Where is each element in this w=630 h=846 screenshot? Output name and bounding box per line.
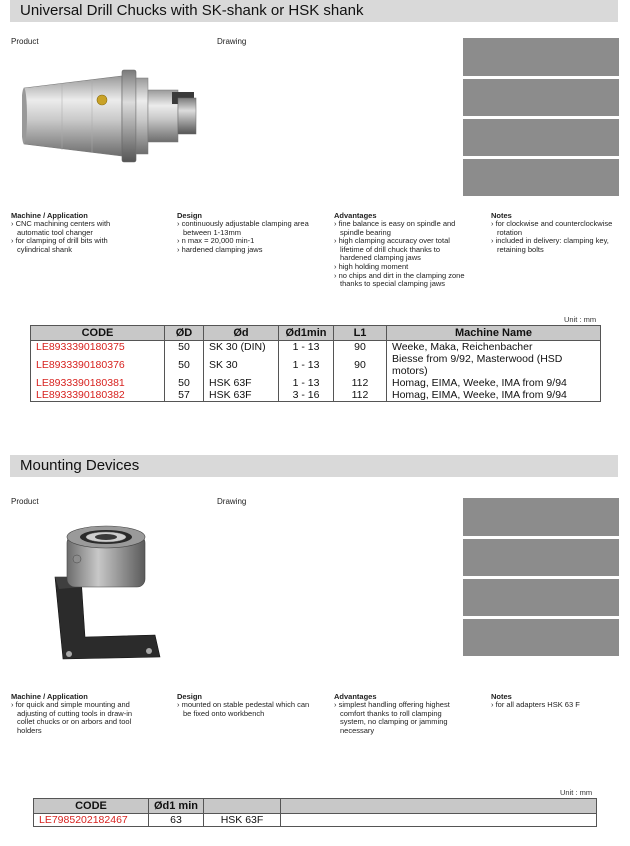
product-label: Product bbox=[11, 37, 39, 46]
advantages-info: Advantages › fine balance is easy on spindle and spindle bearing › high clamping accuracy over total lifetime of drill chuck thanks to hardened clamping jaws › high holding moment › no chips and dirt in the clamping zone thanks to special clamping jaws bbox=[334, 211, 469, 289]
list-item: › simplest handling offering highest comfort thanks to roll clamping system, no clamping or jamming necessary bbox=[334, 701, 469, 735]
list-item: › for all adapters HSK 63 F bbox=[491, 701, 616, 710]
col-header-code: CODE bbox=[31, 326, 165, 341]
drawing-placeholder-5 bbox=[463, 498, 619, 536]
table-row: LE7985202182467 63 HSK 63F bbox=[34, 814, 597, 827]
col-header-d: Ød bbox=[204, 326, 279, 341]
drawing-label: Drawing bbox=[217, 37, 247, 46]
drawing-placeholder-1 bbox=[463, 38, 619, 76]
drawing-placeholder-3 bbox=[463, 119, 619, 156]
col-header-blank-2 bbox=[281, 799, 597, 814]
drill-chuck-spec-table bbox=[30, 325, 601, 402]
unit-label: Unit : mm bbox=[560, 788, 593, 797]
drawing-placeholder-2 bbox=[463, 79, 619, 116]
machine-application: Machine / Application › for quick and simple mounting and adjusting of cutting tools in draw-in collet chucks or on arbors and tool holders bbox=[11, 692, 149, 735]
col-header-code: CODE bbox=[34, 799, 149, 814]
design-info: Design › continuously adjustable clamping area between 1-13mm › n max = 20,000 min-1 › hardened clamping jaws bbox=[177, 211, 315, 254]
table-row: LE8933390180375 50 SK 30 (DIN) 1 - 13 90 Weeke, Maka, Reichenbacher bbox=[31, 341, 601, 354]
list-item: › CNC machining centers with automatic tool changer bbox=[11, 220, 136, 237]
col-header-d1min: Ød1 min bbox=[149, 799, 204, 814]
drawing-placeholder-8 bbox=[463, 619, 619, 656]
list-item: › n max = 20,000 min-1 bbox=[177, 237, 315, 246]
machine-application: Machine / Application › CNC machining centers with automatic tool changer › for clamping of drill bits with cylindrical shank bbox=[11, 211, 136, 254]
table-row: LE8933390180376 50 SK 30 1 - 13 90 Biesse from 9/92, Masterwood (HSD motors) bbox=[31, 353, 601, 377]
list-item: › mounted on stable pedestal which can be fixed onto workbench bbox=[177, 701, 317, 718]
list-item: › fine balance is easy on spindle and spindle bearing bbox=[334, 220, 469, 237]
table-header-row bbox=[34, 799, 597, 814]
table-header-row bbox=[31, 326, 601, 341]
section-title-mounting-devices: Mounting Devices bbox=[10, 455, 618, 477]
product-code[interactable]: LE7985202182467 bbox=[34, 814, 149, 827]
mounting-device-image bbox=[45, 517, 165, 667]
list-item: › for clamping of drill bits with cylindrical shank bbox=[11, 237, 136, 254]
design-info: Design › mounted on stable pedestal which can be fixed onto workbench bbox=[177, 692, 317, 718]
product-code[interactable]: LE8933390180376 bbox=[31, 353, 165, 377]
list-item: › no chips and dirt in the clamping zone thanks to special clamping jaws bbox=[334, 272, 469, 289]
unit-label: Unit : mm bbox=[564, 315, 597, 324]
notes-info: Notes › for all adapters HSK 63 F bbox=[491, 692, 616, 710]
list-item: › for clockwise and counterclockwise rotation bbox=[491, 220, 616, 237]
list-item: › continuously adjustable clamping area between 1-13mm bbox=[177, 220, 315, 237]
table-row: LE8933390180381 50 HSK 63F 1 - 13 112 Homag, EIMA, Weeke, IMA from 9/94 bbox=[31, 377, 601, 389]
product-code[interactable]: LE8933390180375 bbox=[31, 341, 165, 354]
col-header-l1: L1 bbox=[334, 326, 387, 341]
mounting-device-spec-table bbox=[33, 798, 597, 827]
notes-info: Notes › for clockwise and counterclockwise rotation › included in delivery: clamping key, retaining bolts bbox=[491, 211, 616, 254]
section-title-drill-chucks: Universal Drill Chucks with SK-shank or HSK shank bbox=[10, 0, 618, 22]
drawing-placeholder-6 bbox=[463, 539, 619, 576]
advantages-info: Advantages › simplest handling offering highest comfort thanks to roll clamping system, no clamping or jamming necessary bbox=[334, 692, 469, 735]
product-label: Product bbox=[11, 497, 39, 506]
product-code[interactable]: LE8933390180382 bbox=[31, 389, 165, 402]
drawing-label: Drawing bbox=[217, 497, 247, 506]
col-header-machine-name: Machine Name bbox=[387, 326, 601, 341]
drawing-placeholder-4 bbox=[463, 159, 619, 196]
col-header-od: ØD bbox=[165, 326, 204, 341]
list-item: › hardened clamping jaws bbox=[177, 246, 315, 255]
product-code[interactable]: LE8933390180381 bbox=[31, 377, 165, 389]
list-item: › for quick and simple mounting and adjusting of cutting tools in draw-in collet chucks or on arbors and tool holders bbox=[11, 701, 149, 735]
list-item: › high holding moment bbox=[334, 263, 469, 272]
col-header-d1min: Ød1min bbox=[279, 326, 334, 341]
col-header-blank-1 bbox=[204, 799, 281, 814]
list-item: › high clamping accuracy over total lifetime of drill chuck thanks to hardened clamping jaws bbox=[334, 237, 469, 263]
drawing-placeholder-7 bbox=[463, 579, 619, 616]
list-item: › included in delivery: clamping key, retaining bolts bbox=[491, 237, 616, 254]
drill-chuck-image bbox=[22, 68, 202, 163]
table-row: LE8933390180382 57 HSK 63F 3 - 16 112 Homag, EIMA, Weeke, IMA from 9/94 bbox=[31, 389, 601, 402]
